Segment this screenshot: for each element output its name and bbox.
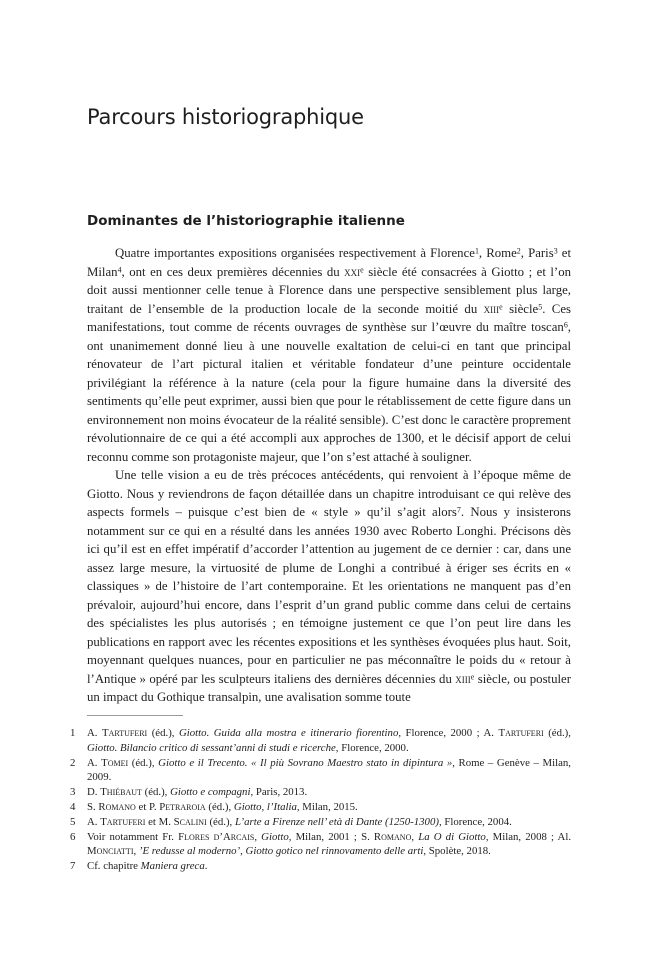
footnote-5 (70, 815, 571, 830)
footnote-4 (70, 800, 571, 815)
century-numeral: xiii (483, 301, 500, 316)
footnote-6 (70, 830, 571, 860)
footnote-ref-4[interactable]: 4 (117, 264, 122, 274)
footnote-text: Voir notamment Fr. Flores d’Arcais, Giotto, Milan, 2001 ; S. Romano, La O di Giotto, Milan, 2008 ; Al. Monciatti, ’E redusse al moderno’, Giotto gotico nel rinnovamento delle arti, Spolète, 2018. (87, 830, 572, 858)
section-heading: Dominantes de l’historiographie italienne (87, 213, 405, 229)
footnote-number: 3 (70, 786, 76, 799)
footnote-text: A. Tartuferi (éd.), Giotto. Guida alla mostra e itinerario fiorentino, Florence, 2000 ; A. Tartuferi (éd.), Giotto. Bilancio critico di sessant’anni di studi e ricerche, Florence, 2000. (87, 727, 571, 754)
footnote-7 (70, 859, 571, 874)
footnote-2 (70, 756, 571, 786)
footnote-ref-7[interactable]: 7 (456, 505, 461, 515)
paragraph-2: Une telle vision a eu de très précoces antécédents, qui renvoient à l’époque même de Giotto. Nous y reviendrons de façon détaillée dans un chapitre introduisant ce qui relève des aspects formels – puisque c’est bien de « style » qu’il s’agit alors$^7$. Nous y insisterons notamment sur ce qui en a résulté dans les années 1930 avec Roberto Longhi. Précisons dès ici qu’il est en effet impératif d’accorder l’attention au jugement de ce dernier : car, dans une assez large mesure, la virtuosité de plume de Longhi a contribué à ériger ses écrits en « classiques » de l’histoire de l’art contemporaine. Et les orientations ne manquent pas d’en prévaloir, aujourd’hui encore, dans l’esprit d’un grand public comme dans celui de certains des spécialistes les plus autorisés ; en témoigne justement ce que l’on peut lire dans les publications en rapport avec les récentes expositions et les synthèses évoquées plus haut. Soit, moyennant quelques nuances, pour en particulier ne pas méconnaître le poids du « retour à l’Antique » opéré par les sculpteurs italiens des dernières décennies du xiii$^e$ siècle, ou postuler un impact du Gothique transalpin, une avalisation somme toute (87, 468, 571, 704)
footnote-text: A. Tomei (éd.), Giotto e il Trecento. « Il più Sovrano Maestro stato in dipintura », Rome – Genève – Milan, 2009. (87, 756, 572, 784)
century-numeral: xiii (455, 671, 471, 686)
footnote-ref-2[interactable]: 2 (516, 246, 521, 256)
footnote-ref-6[interactable]: 6 (563, 320, 568, 330)
footnote-ref-1[interactable]: 1 (474, 246, 479, 256)
body-text (87, 244, 571, 707)
footnote-number: 2 (70, 756, 76, 769)
footnote-text: D. Thiébaut (éd.), Giotto e compagni, Paris, 2013. (87, 786, 308, 799)
paragraph-1: Quatre importantes expositions organisées respectivement à Florence$^1$, Rome$^2$, Paris$^3$ et Milan$^4$, ont en ces deux premières décennies du xxi$^e$ siècle été consacrées à Giotto ; et l’on doit aussi mentionner celle tenue à Florence dans une perspective sensiblement plus large, traitant de l’ensemble de la production locale de la seconde moitié du xiii$^e$ siècle$^5$. Ces manifestations, tout comme de récents ouvrages de synthèse sur l’œuvre du maître toscan$^6$, ont unanimement donné lieu à une nouvelle exaltation de celui-ci en tant que principal rénovateur de l’art pictural italien et véritable fondateur d’une peinture occidentale privilégiant la référence à la nature (cela pour la figure humaine dans la diversité des sentiments qu’elle peut exprimer, aussi bien que pour le rétablissement de cette figure dans un environnement non moins évocateur de la réalité sensible). C’est donc le caractère proprement révolutionnaire de ce qui a été accompli aux approches de 1300, et le décisif apport de celui reconnu comme son protagoniste majeur, que l’on s’est attaché à souligner. (87, 246, 572, 464)
footnote-text: Cf. chapitre Maniera greca. (87, 860, 208, 873)
footnote-number: 1 (70, 727, 76, 739)
footnote-number: 4 (70, 800, 76, 813)
footnote-separator (87, 715, 183, 716)
footnote-ref-5[interactable]: 5 (538, 301, 543, 311)
footnote-number: 5 (70, 815, 76, 828)
footnote-text: A. Tartuferi et M. Scalini (éd.), L’arte a Firenze nell’ età di Dante (1250-1300), Florence, 2004. (87, 815, 512, 828)
footnotes (70, 726, 571, 874)
footnote-ref-3[interactable]: 3 (553, 246, 558, 256)
footnote-text: S. Romano et P. Petraroia (éd.), Giotto, l’Italia, Milan, 2015. (87, 800, 358, 813)
century-numeral: xxi (344, 264, 361, 279)
footnote-1 (70, 726, 571, 756)
footnote-number: 7 (70, 860, 76, 873)
chapter-title: Parcours historiographique (87, 105, 364, 129)
footnote-number: 6 (70, 830, 76, 843)
footnote-3 (70, 785, 571, 800)
